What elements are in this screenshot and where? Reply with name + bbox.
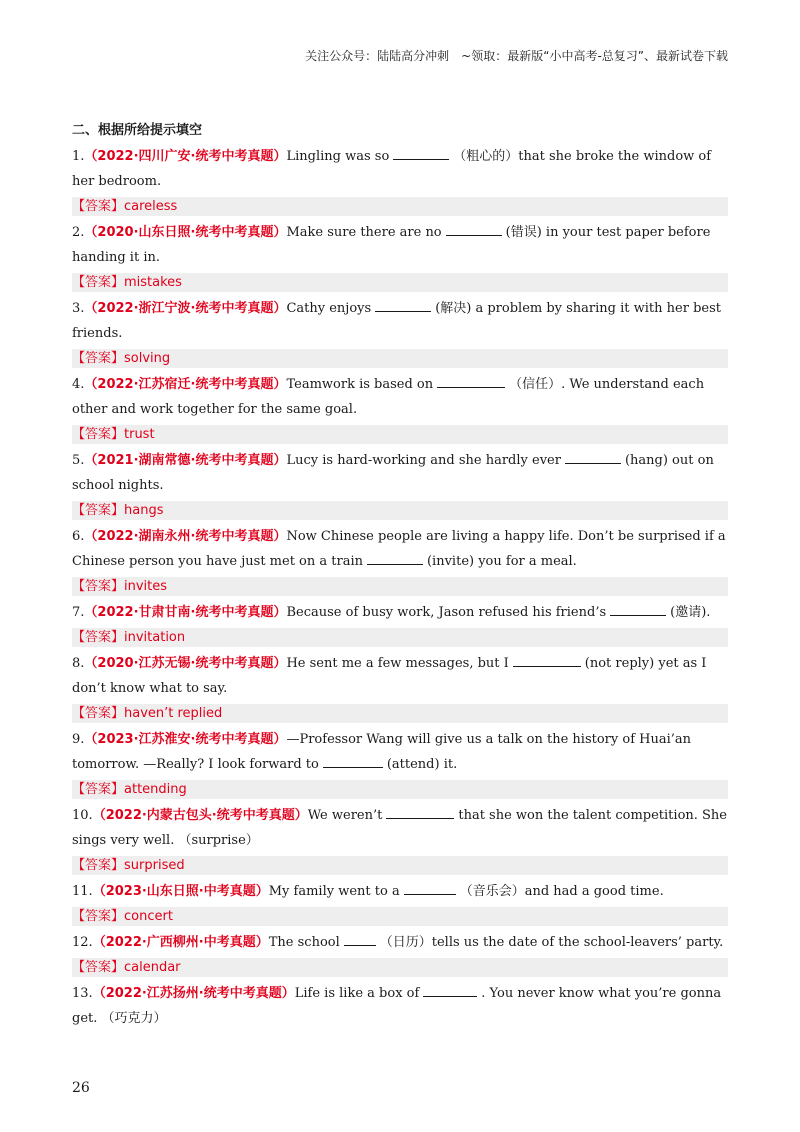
answer-line: 【答案】invites <box>72 577 728 596</box>
question-number: 10. <box>72 808 93 823</box>
question-source: （2022·湖南永州·统考中考真题） <box>84 529 287 544</box>
question-text-before: Now Chinese people are living a happy life. Don’t be surprised if a Chinese person you have just met on a train <box>72 529 726 569</box>
question-7 <box>72 600 728 625</box>
question-text-after: (attend) it. <box>386 757 458 772</box>
question-source: （2022·广西柳州·中考真题） <box>92 935 269 950</box>
question-number: 6. <box>72 529 85 544</box>
question-6 <box>72 524 728 574</box>
question-1 <box>72 144 728 194</box>
question-text-after: (invite) you for a meal. <box>426 554 577 569</box>
answer-blank <box>344 931 376 946</box>
question-text-after: (错误) in your test paper before handing it in. <box>72 225 711 265</box>
question-text-before: Lingling was so <box>286 149 390 164</box>
question-number: 9. <box>72 732 85 747</box>
answer-blank <box>375 297 431 312</box>
question-text-before: —Professor Wang will give us a talk on the history of Huai’an tomorrow. —Really? I look forward to <box>72 732 692 772</box>
question-number: 5. <box>72 453 85 468</box>
answer-line: 【答案】solving <box>72 349 728 368</box>
question-source: （2022·四川广安·统考中考真题） <box>84 149 287 164</box>
question-10 <box>72 803 728 853</box>
answer-blank <box>437 373 505 388</box>
question-8 <box>72 651 728 701</box>
answer-blank <box>367 550 423 565</box>
question-12 <box>72 930 728 955</box>
answer-blank <box>386 804 454 819</box>
question-source: （2022·甘肃甘南·统考中考真题） <box>84 605 287 620</box>
question-number: 8. <box>72 656 85 671</box>
exercise-content <box>72 118 728 1031</box>
question-number: 1. <box>72 149 85 164</box>
question-text-after: （粗心的）that she broke the window of her bedroom. <box>72 149 712 189</box>
answer-blank <box>610 601 666 616</box>
answer-blank <box>446 221 502 236</box>
answer-line: 【答案】mistakes <box>72 273 728 292</box>
question-source: （2020·山东日照·统考中考真题） <box>84 225 287 240</box>
question-number: 13. <box>72 986 93 1001</box>
question-11 <box>72 879 728 904</box>
question-text-after: （日历）tells us the date of the school-leavers’ party. <box>379 935 724 950</box>
question-text-after: (hang) out on school nights. <box>72 453 714 493</box>
answer-blank <box>323 753 383 768</box>
question-13 <box>72 981 728 1031</box>
answer-blank <box>393 145 449 160</box>
page-number: 26 <box>72 1080 90 1096</box>
question-source: （2023·江苏淮安·统考中考真题） <box>84 732 287 747</box>
question-source: （2020·江苏无锡·统考中考真题） <box>84 656 287 671</box>
question-source: （2022·浙江宁波·统考中考真题） <box>84 301 287 316</box>
answer-line: 【答案】haven’t replied <box>72 704 728 723</box>
question-number: 12. <box>72 935 93 950</box>
question-9 <box>72 727 728 777</box>
question-text-before: My family went to a <box>268 884 400 899</box>
question-text-before: Make sure there are no <box>286 225 442 240</box>
question-text-after: (not reply) yet as I don’t know what to say. <box>72 656 707 696</box>
question-number: 2. <box>72 225 85 240</box>
question-text-after: . You never know what you’re gonna get. （巧克力） <box>72 986 722 1026</box>
answer-line: 【答案】calendar <box>72 958 728 977</box>
question-number: 11. <box>72 884 93 899</box>
question-text-before: The school <box>268 935 340 950</box>
question-text-before: He sent me a few messages, but I <box>286 656 509 671</box>
section-title: 二、根据所给提示填空 <box>72 123 203 138</box>
answer-line: 【答案】concert <box>72 907 728 926</box>
question-text-after: (邀请). <box>670 605 711 620</box>
answer-line: 【答案】careless <box>72 197 728 216</box>
answer-line: 【答案】hangs <box>72 501 728 520</box>
question-5 <box>72 448 728 498</box>
answer-line: 【答案】surprised <box>72 856 728 875</box>
question-text-after: (解决) a problem by sharing it with her best friends. <box>72 301 721 341</box>
answer-line: 【答案】attending <box>72 780 728 799</box>
question-text-before: Life is like a box of <box>294 986 420 1001</box>
answer-blank <box>513 652 581 667</box>
page-header: 关注公众号：陆陆高分冲刺 ~领取：最新版“小中高考-总复习”、最新试卷下载 <box>305 49 728 63</box>
question-text-before: Teamwork is based on <box>286 377 434 392</box>
question-text-after: （音乐会）and had a good time. <box>459 884 664 899</box>
question-source: （2022·内蒙古包头·统考中考真题） <box>92 808 308 823</box>
question-number: 4. <box>72 377 85 392</box>
question-number: 7. <box>72 605 85 620</box>
answer-blank <box>404 880 456 895</box>
question-3 <box>72 296 728 346</box>
answer-line: 【答案】invitation <box>72 628 728 647</box>
question-text-after: that she won the talent competition. She sings very well. （surprise） <box>72 808 728 848</box>
question-text-before: Lucy is hard-working and she hardly ever <box>286 453 561 468</box>
question-text-before: Because of busy work, Jason refused his friend’s <box>286 605 607 620</box>
question-text-before: We weren’t <box>307 808 383 823</box>
question-number: 3. <box>72 301 85 316</box>
question-source: （2022·江苏宿迁·统考中考真题） <box>84 377 287 392</box>
question-text-after: （信任）. We understand each other and work together for the same goal. <box>72 377 705 417</box>
question-text-before: Cathy enjoys <box>286 301 372 316</box>
question-4 <box>72 372 728 422</box>
question-source: （2023·山东日照·中考真题） <box>92 884 269 899</box>
question-2 <box>72 220 728 270</box>
answer-line: 【答案】trust <box>72 425 728 444</box>
question-source: （2022·江苏扬州·统考中考真题） <box>92 986 295 1001</box>
answer-blank <box>423 982 477 997</box>
question-source: （2021·湖南常德·统考中考真题） <box>84 453 287 468</box>
answer-blank <box>565 449 621 464</box>
